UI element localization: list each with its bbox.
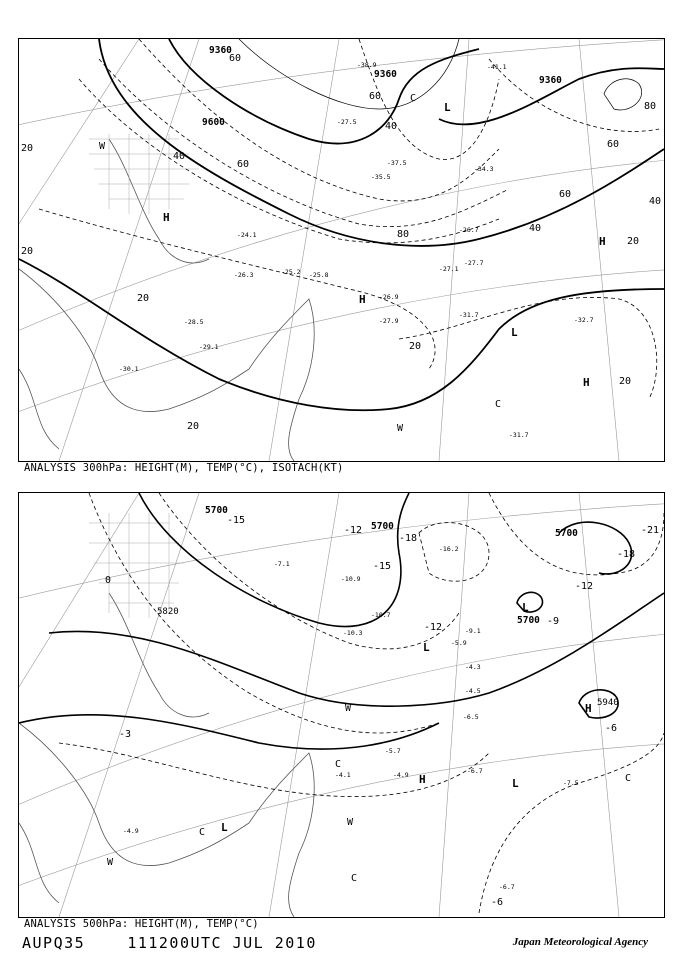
temp-label: -27.5 [337,118,357,126]
isotach-label: 20 [627,236,640,247]
isotherm-label: -12 [424,622,443,633]
agency-name: Japan Meteorological Agency [512,936,648,948]
station-temp-label: -7.1 [274,560,290,568]
lower-chart-caption: ANALYSIS 500hPa: HEIGHT(M), TEMP(°C) [24,918,259,930]
isotherm-label: 0 [105,575,112,586]
cold-center: C [625,773,632,784]
isotherm-label: -18 [399,533,418,544]
temp-label: -26.7 [459,226,479,234]
valid-time: 111200UTC JUL 2010 [127,934,317,952]
low-pressure-center: L [423,641,430,654]
temp-label: -35.5 [371,173,391,181]
station-temp-label: -9.1 [465,627,481,635]
station-temp-label: -4.9 [393,771,409,779]
cold-center: C [410,93,417,104]
warm-center: W [99,141,106,152]
station-temp-label: -7.5 [563,779,579,787]
high-pressure-center: H [583,376,590,389]
cold-center: C [495,399,502,410]
isotherm-label: -15 [373,561,392,572]
lower-height-label: 5700 [555,528,578,539]
isotach-label: 20 [21,246,34,257]
temp-label: -28.5 [184,318,204,326]
isotherm-label: -12 [344,525,363,536]
temp-label: -24.1 [237,231,257,239]
upper-chart-map [19,39,664,461]
isotach-label: 40 [529,223,542,234]
isotach-label: 60 [369,91,382,102]
station-temp-label: -4.9 [123,827,139,835]
isotherm-label: -15 [227,515,246,526]
temp-label: -34.3 [474,165,494,173]
station-temp-label: -4.1 [335,771,351,779]
warm-center: W [107,857,114,868]
temp-label: -26.3 [234,271,254,279]
upper-height-label: 9360 [209,45,232,56]
isotach-label: 20 [619,376,632,387]
isotherm-label: -21 [641,525,660,536]
lower-chart-panel [18,492,665,918]
isotach-label: 20 [187,421,200,432]
lower-chart-map [19,493,664,917]
isotherm-label: -18 [617,549,636,560]
temp-label: -38.9 [357,61,377,69]
station-temp-label: -6.5 [463,713,479,721]
upper-height-label: 9600 [202,117,225,128]
upper-chart-panel [18,38,665,462]
isotach-label: 20 [409,341,422,352]
low-pressure-center: L [511,326,518,339]
temp-label: -32.7 [574,316,594,324]
low-pressure-center: L [522,601,529,614]
low-pressure-center: L [512,777,519,790]
isotherm-label: -12 [575,581,594,592]
isotach-label: 80 [397,229,410,240]
temp-label: -27.9 [379,317,399,325]
warm-center: W [347,817,354,828]
upper-height-label: 9360 [539,75,562,86]
low-pressure-center: L [221,821,228,834]
station-temp-label: -5.7 [385,747,401,755]
high-pressure-center: H [359,293,366,306]
isotach-label: 20 [21,143,34,154]
cold-center: C [335,759,342,770]
temp-label: -25.8 [309,271,329,279]
temp-label: -27.7 [464,259,484,267]
isotach-label: 60 [559,189,572,200]
lower-height-label: 5940 [597,698,619,708]
upper-height-label: 9360 [374,69,397,80]
warm-center: W [345,703,352,714]
station-temp-label: -6.7 [499,883,515,891]
isotach-label: 40 [649,196,662,207]
isotherm-label: -6 [605,723,618,734]
isotherm-label: -9 [547,616,560,627]
station-temp-label: -10.7 [371,611,391,619]
low-pressure-center: L [444,101,451,114]
chart-code: AUPQ35 [22,934,86,952]
isotherm-label: -6 [491,897,504,908]
isotach-label: 40 [173,151,186,162]
high-pressure-center: H [599,235,606,248]
station-temp-label: -5.9 [451,639,467,647]
chart-identifier [22,934,317,952]
temp-label: -26.9 [379,293,399,301]
station-temp-label: -10.3 [343,629,363,637]
temp-label: -27.1 [439,265,459,273]
station-temp-label: -4.5 [465,687,481,695]
high-pressure-center: H [419,773,426,786]
station-temp-label: -4.3 [465,663,481,671]
high-pressure-center: H [163,211,170,224]
upper-chart-caption: ANALYSIS 300hPa: HEIGHT(M), TEMP(°C), ISOTACH(KT) [24,462,344,474]
station-temp-label: -10.9 [341,575,361,583]
cold-center: C [199,827,206,838]
isotach-label: 80 [644,101,657,112]
station-temp-label: -6.7 [467,767,483,775]
isotherm-label: -3 [119,729,132,740]
temp-label: -31.7 [459,311,479,319]
temp-label: -29.1 [199,343,219,351]
lower-height-label: 5820 [157,607,179,617]
high-pressure-center: H [585,702,592,715]
temp-label: -30.1 [119,365,139,373]
isotach-label: 60 [607,139,620,150]
isotach-label: 60 [229,53,242,64]
temp-label: -41.1 [487,63,507,71]
station-temp-label: -16.2 [439,545,459,553]
lower-height-label: 5700 [205,505,228,516]
isotach-label: 20 [137,293,150,304]
temp-label: -31.7 [509,431,529,439]
temp-label: -25.2 [281,268,301,276]
isotach-label: 40 [385,121,398,132]
cold-center: C [351,873,358,884]
temp-label: -37.5 [387,159,407,167]
warm-center: W [397,423,404,434]
isotach-label: 60 [237,159,250,170]
lower-height-label: 5700 [517,615,540,626]
lower-height-label: 5700 [371,521,394,532]
